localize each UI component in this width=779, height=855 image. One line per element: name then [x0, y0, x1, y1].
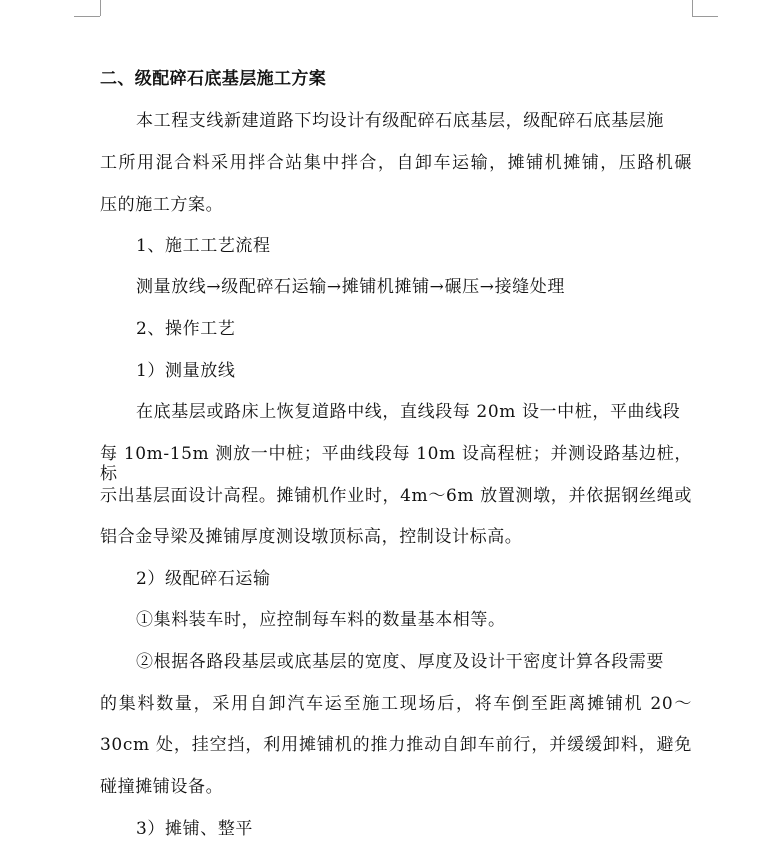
- sub2-point-2-line-2: 的集料数量，采用自卸汽车运至施工现场后，将车倒至距离摊铺机 20～: [100, 694, 692, 714]
- sub1-body-line-3: 示出基层面设计高程。摊铺机作业时，4m～6m 放置测墩，并依据钢丝绳或: [100, 486, 692, 506]
- sub2-point-2-line-1: ②根据各路段基层或底基层的宽度、厚度及设计干密度计算各段需要: [136, 652, 664, 672]
- sub2-point-1: ①集料装车时，应控制每车料的数量基本相等。: [136, 610, 506, 630]
- crop-mark-top-left-horizontal: [74, 16, 100, 17]
- item1-heading: 1、施工工艺流程: [136, 236, 271, 256]
- sub1-heading: 1）测量放线: [136, 361, 236, 381]
- sub2-point-2-line-4: 碰撞摊铺设备。: [100, 777, 224, 797]
- intro-line-2: 工所用混合料采用拌合站集中拌合，自卸车运输，摊铺机摊铺，压路机碾: [100, 153, 692, 173]
- section-heading: 二、级配碎石底基层施工方案: [100, 69, 327, 89]
- sub2-point-2-line-3: 30cm 处，挂空挡，利用摊铺机的推力推动自卸车前行，并缓缓卸料，避免: [100, 735, 692, 755]
- sub3-heading: 3）摊铺、整平: [136, 819, 254, 839]
- crop-mark-top-right-horizontal: [692, 16, 718, 17]
- item1-flow: 测量放线→级配碎石运输→摊铺机摊铺→碾压→接缝处理: [136, 277, 565, 297]
- sub1-body-line-1: 在底基层或路床上恢复道路中线，直线段每 20m 设一中桩，平曲线段: [136, 402, 681, 422]
- crop-mark-top-right-vertical: [692, 0, 693, 16]
- sub1-body-line-2: 每 10m-15m 测放一中桩；平曲线段每 10m 设高程桩；并测设路基边桩，标: [100, 444, 692, 484]
- item2-heading: 2、操作工艺: [136, 319, 236, 339]
- intro-line-3: 压的施工方案。: [100, 195, 224, 215]
- sub2-heading: 2）级配碎石运输: [136, 569, 271, 589]
- crop-mark-top-left-vertical: [100, 0, 101, 16]
- sub1-body-line-4: 铝合金导梁及摊铺厚度测设墩顶标高，控制设计标高。: [100, 527, 523, 547]
- intro-line-1: 本工程支线新建道路下均设计有级配碎石底基层，级配碎石底基层施: [136, 111, 664, 131]
